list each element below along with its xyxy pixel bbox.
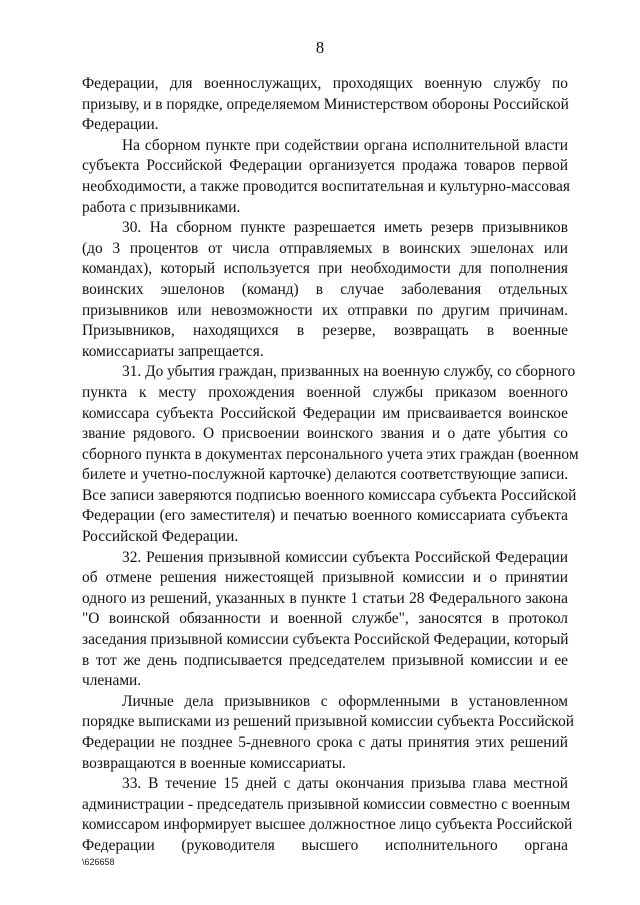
- text-line: Федерации (руководителя высшего исполнительного органа: [82, 836, 568, 854]
- text-line: 33. В течение 15 дней с даты окончания призыва глава местной: [122, 775, 568, 793]
- text-line: призыву, и в порядке, определяемом Министерством обороны Российской: [82, 95, 569, 113]
- paragraph: [82, 774, 573, 856]
- text-line: Федерации не позднее 5-дневного срока с даты принятия этих решений: [82, 734, 568, 751]
- text-line: в тот же день подписывается председателем призывной комиссии и ее: [82, 651, 568, 669]
- text-line: На сборном пункте при содействии органа исполнительной власти: [122, 136, 568, 154]
- text-line: членами.: [82, 672, 142, 690]
- text-line: субъекта Российской Федерации организуется продажа товаров первой: [82, 157, 568, 175]
- text-line: "О воинской обязанности и военной службе", заносятся в протокол: [82, 610, 568, 628]
- text-line: одного из решений, указанных в пункте 1 статьи 28 Федерального закона: [82, 589, 568, 607]
- text-line: администрации - председатель призывной комиссии совместно с военным: [82, 795, 571, 813]
- paragraph: [82, 218, 568, 362]
- paragraph: [82, 692, 575, 774]
- text-line: билете и учетно-послужной карточке) делаются соответствующие записи.: [82, 466, 569, 484]
- text-line: 31. До убытия граждан, призванных на военную службу, со сборного: [122, 363, 576, 381]
- text-line: Призывников, находящихся в резерве, возвращать в военные: [82, 322, 568, 340]
- paragraph: [82, 136, 568, 218]
- text-line: необходимости, а также проводится воспитательная и культурно-массовая: [82, 177, 570, 195]
- text-line: сборного пункта в документах персонального учета этих граждан (военном: [82, 445, 579, 463]
- text-line: воинских эшелонов (команд) в случае заболевания отдельных: [82, 280, 568, 298]
- text-line: командах), который используется при необходимости для пополнения: [82, 260, 568, 278]
- text-line: об отмене решения нижестоящей призывной комиссии и о принятии: [82, 569, 568, 587]
- text-line: заседания призывной комиссии субъекта Российской Федерации, который: [82, 631, 569, 649]
- text-line: звание рядового. О присвоении воинского звания и о дате убытия со: [82, 425, 568, 443]
- text-line: Федерации, для военнослужащих, проходящих военную службу по: [82, 75, 568, 92]
- text-line: (до 3 процентов от числа отправляемых в воинских эшелонах или: [82, 239, 568, 257]
- document-code: \626658: [82, 857, 115, 867]
- text-line: возвращаются в военные комиссариаты.: [82, 754, 346, 772]
- text-line: комиссара субъекта Российской Федерации им присваивается воинское: [82, 404, 568, 422]
- text-line: 32. Решения призывной комиссии субъекта Российской Федерации: [122, 548, 568, 566]
- text-line: комиссариаты запрещается.: [82, 342, 264, 360]
- text-line: Федерации.: [82, 116, 159, 134]
- paragraph: [82, 362, 579, 547]
- text-line: призывников или невозможности их отправки по другим причинам.: [82, 301, 568, 319]
- text-line: Все записи заверяются подписью военного комиссара субъекта Российской: [82, 486, 577, 504]
- text-line: 30. На сборном пункте разрешается иметь резерв призывников: [122, 219, 568, 237]
- paragraph: [82, 548, 568, 692]
- text-line: Федерации (его заместителя) и печатью военного комиссариата субъекта: [82, 507, 568, 525]
- text-line: комиссаром информирует высшее должностное лицо субъекта Российской: [82, 816, 573, 834]
- text-line: пункта к месту прохождения военной службы приказом военного: [82, 383, 568, 401]
- page-number: 8: [315, 38, 325, 57]
- text-line: работа с призывниками.: [82, 198, 241, 216]
- text-line: порядке выписками из решений призывной комиссии субъекта Российской: [82, 713, 575, 731]
- text-line: Личные дела призывников с оформленными в установленном: [122, 692, 568, 710]
- paragraph: [82, 74, 568, 136]
- document-body: [82, 74, 579, 857]
- text-line: Российской Федерации.: [82, 528, 239, 546]
